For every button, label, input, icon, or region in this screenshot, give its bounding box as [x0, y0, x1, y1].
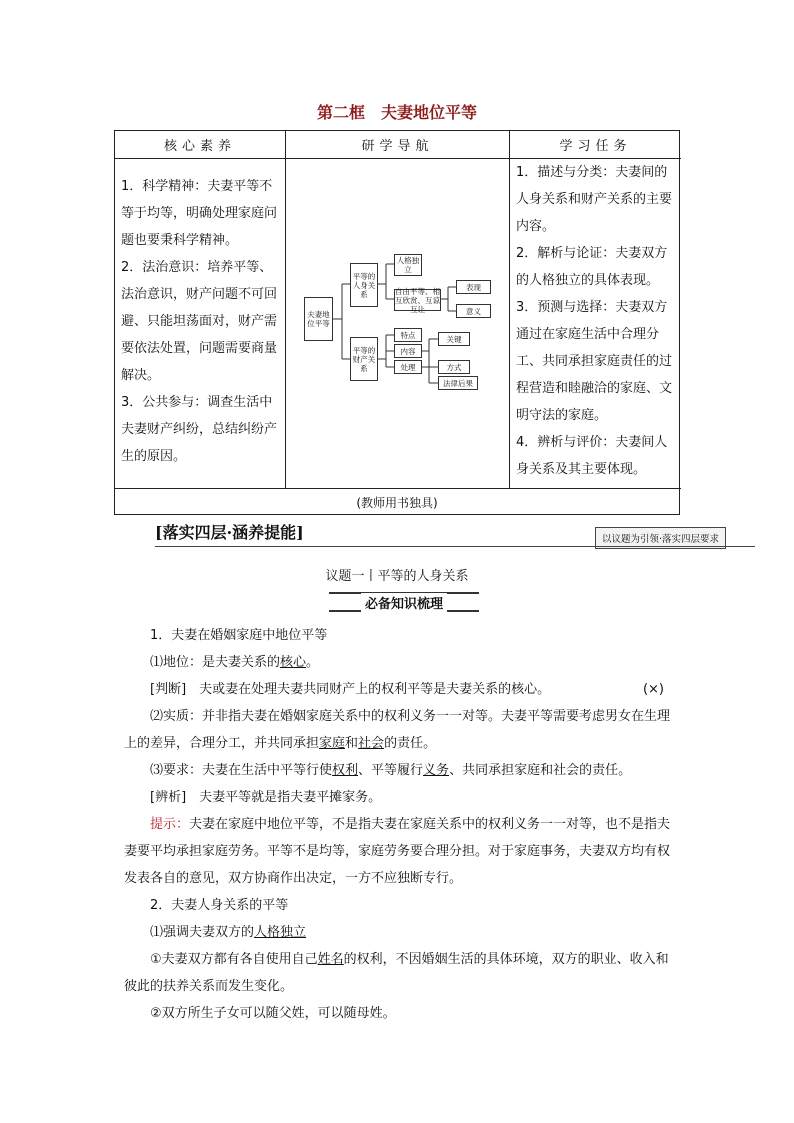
topic-heading: 议题一丨平等的人身关系 — [325, 569, 469, 584]
diagram-node-meaning: 意义 — [456, 304, 491, 318]
diagram-node-mutual: 自由平等、相互欣赏、互谅互让 — [395, 286, 440, 314]
knowledge-ribbon — [329, 592, 479, 612]
core-item-3: 3．公共参与：调查生活中夫妻财产纠纷，总结纠纷产生的原因。 — [121, 395, 278, 464]
guide-column — [286, 159, 510, 489]
page-title: 第二框 夫妻地位平等 — [316, 103, 477, 122]
diagram-branch-property: 平等的财产关系 — [350, 337, 378, 381]
task-item-4: 4．辨析与评价：夫妻间人身关系及其主要体现。 — [516, 435, 668, 477]
diagram-node-method: 方式 — [438, 360, 470, 374]
ribbon-label: 必备知识梳理 — [361, 593, 447, 612]
core-item-2: 2．法治意识：培养平等、法治意识，财产问题不可回避、只能坦荡面对，财产需要依法处置，问题需要商量解决。 — [121, 260, 278, 383]
judge-line: [判断] 夫或妻在处理夫妻共同财产上的权利平等是夫妻关系的核心。 (×) — [150, 682, 664, 697]
line-name-right: ①夫妻双方都有各自使用自己姓名的权利，不因婚姻生活的具体环境，双方的职业、收入和彼此的扶养关系而发生变化。 — [124, 952, 669, 994]
subheading-1: 1．夫妻在婚姻家庭中地位平等 — [150, 628, 328, 643]
diagram-node-key: 关键 — [438, 332, 470, 346]
task-item-3: 3．预测与选择：夫妻双方通过在家庭生活中合理分工、共同承担家庭责任的过程营造和睦融洽的家庭、文明守法的家庭。 — [516, 300, 673, 423]
table-footer: (教师用书独具) — [356, 496, 438, 510]
diagram-node-manifest: 表现 — [456, 280, 491, 294]
subheading-2: 2．夫妻人身关系的平等 — [150, 898, 289, 913]
core-item-1: 1．科学精神：夫妻平等不等于均等，明确处理家庭问题也要秉科学精神。 — [121, 179, 278, 248]
section-divider — [155, 546, 755, 547]
hint-paragraph: 提示：夫妻在家庭中地位平等，不是指夫妻在家庭关系中的权利义务一一对等，也不是指夫妻要平均承担家庭劳务。平等不是均等，家庭劳务要合理分担。对于家庭事务，夫妻双方均有权发表各自的意见，双方协商作出决定，一方不应独断专行。 — [124, 817, 671, 886]
diagram-root: 夫妻地位平等 — [304, 297, 333, 341]
task-item-2: 2．解析与论证：夫妻双方的人格独立的具体表现。 — [516, 246, 668, 288]
header-tasks: 学习任务 — [510, 131, 681, 159]
header-core: 核心素养 — [115, 131, 286, 159]
tasks-column — [510, 159, 681, 489]
diagram-branch-person: 平等的人身关系 — [350, 263, 378, 307]
diagram-node-handle: 处理 — [394, 360, 422, 374]
line-essence: ⑵实质：并非指夫妻在婚姻家庭关系中的权利义务一一对等。夫妻平等需要考虑男女在生理上的差异，合理分工，并共同承担家庭和社会的责任。 — [124, 709, 671, 751]
diagram-node-feature: 特点 — [394, 328, 422, 342]
header-guide: 研学导航 — [286, 131, 510, 159]
line-independence: ⑴强调夫妻双方的人格独立 — [150, 925, 307, 940]
line-status: ⑴地位：是夫妻关系的核心。 — [150, 655, 320, 670]
section-band-tag: 以议题为引领·落实四层要求 — [595, 527, 726, 549]
line-children-surname: ②双方所生子女可以随父姓，可以随母姓。 — [150, 1006, 396, 1021]
core-column — [115, 159, 286, 489]
section-band-title: [落实四层·涵养提能] — [155, 523, 304, 542]
analysis-line: [辨析] 夫妻平等就是指夫妻平摊家务。 — [150, 790, 382, 805]
line-requirement: ⑶要求：夫妻在生活中平等行使权利、平等履行义务、共同承担家庭和社会的责任。 — [150, 763, 632, 778]
task-item-1: 1．描述与分类：夫妻间的人身关系和财产关系的主要内容。 — [516, 165, 673, 234]
diagram-node-content: 内容 — [394, 344, 422, 358]
overview-table — [114, 130, 680, 515]
diagram-node-independence: 人格独立 — [394, 254, 422, 276]
hint-label: 提示： — [150, 817, 190, 832]
diagram-node-legal: 法律后果 — [438, 376, 478, 390]
content-body — [124, 622, 680, 1027]
